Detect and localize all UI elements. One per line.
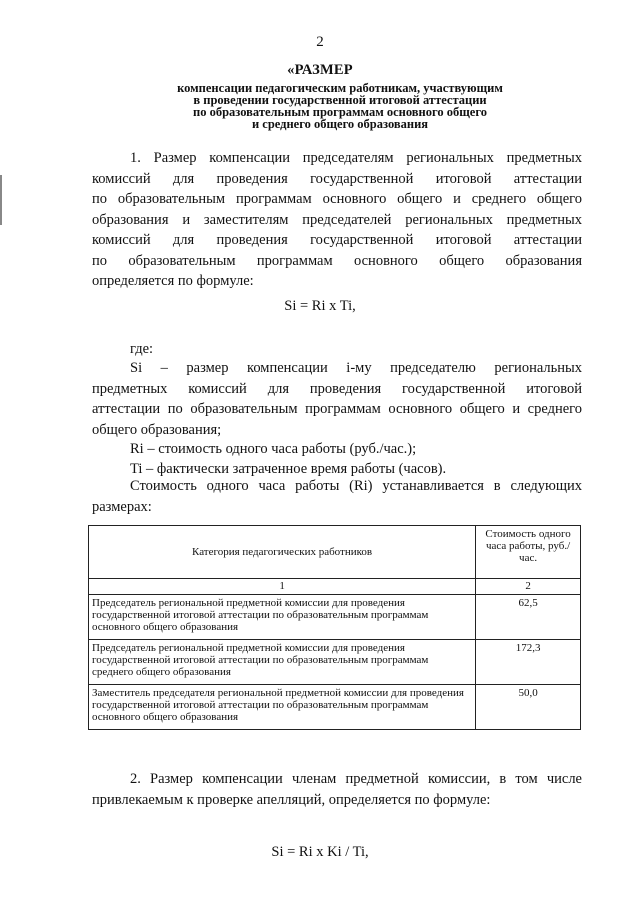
paragraph-line: комиссий для проведения государственной итоговой аттестации bbox=[92, 170, 582, 187]
document-subtitle bbox=[120, 82, 560, 130]
subtitle-line: по образовательным программам основного общего bbox=[193, 105, 487, 119]
paragraph-line: комиссий для проведения государственной итоговой аттестации bbox=[92, 232, 582, 248]
column-number-1: 1 bbox=[89, 579, 476, 595]
formula-2: Si = Ri x Ki / Ti, bbox=[271, 844, 369, 860]
compensation-table bbox=[88, 525, 581, 730]
row-category: Председатель региональной предметной комиссии для проведения государственной итоговой аттестации по образовательным программам среднего общего образования bbox=[89, 640, 476, 685]
paragraph-line: по образовательным программам основного общего образования bbox=[92, 252, 582, 269]
formula-1: Si = Ri x Ti, bbox=[284, 298, 356, 314]
document-title: «РАЗМЕР bbox=[287, 62, 353, 78]
paragraph-line: 1. Размер компенсации председателям региональных предметных bbox=[130, 150, 582, 166]
paragraph-1 bbox=[92, 148, 582, 292]
paragraph-line: 2. Размер компенсации членам предметной комиссии, в том числе bbox=[130, 771, 582, 787]
definition-line: аттестации по образовательным программам основного общего и среднего bbox=[92, 401, 582, 417]
row-category: Заместитель председателя региональной предметной комиссии для проведения государственной итоговой аттестации по образовательным программам основного общего образования bbox=[89, 685, 476, 730]
table-numbering-row bbox=[89, 579, 581, 595]
subtitle-line: в проведении государственной итоговой аттестации bbox=[193, 93, 487, 107]
scan-edge-mark bbox=[0, 175, 2, 225]
paragraph-line: привлекаемым к проверке апелляций, определяется по формуле: bbox=[92, 791, 491, 808]
row-cost: 172,3 bbox=[476, 640, 581, 685]
table-row bbox=[89, 595, 581, 640]
table-row bbox=[89, 640, 581, 685]
ri-definition: Ri – стоимость одного часа работы (руб./час.); bbox=[130, 441, 417, 457]
definition-line: предметных комиссий для проведения государственной итоговой bbox=[92, 380, 582, 397]
intro-line: размерах: bbox=[92, 498, 152, 515]
where-label: где: bbox=[130, 341, 154, 357]
row-cost: 62,5 bbox=[476, 595, 581, 640]
subtitle-line: и среднего общего образования bbox=[251, 117, 429, 131]
paragraph-line: образования и заместителям председателей региональных предметных bbox=[92, 211, 582, 228]
header-cost: Стоимость одного часа работы, руб./час. bbox=[476, 526, 581, 579]
table-row bbox=[89, 685, 581, 730]
row-category: Председатель региональной предметной комиссии для проведения государственной итоговой аттестации по образовательным программам основного общего образования bbox=[89, 595, 476, 640]
table-header-row bbox=[89, 526, 581, 579]
cost-intro bbox=[92, 476, 582, 517]
definition-line: Si – размер компенсации i-му председателю региональных bbox=[130, 360, 582, 376]
column-number-2: 2 bbox=[476, 579, 581, 595]
row-cost: 50,0 bbox=[476, 685, 581, 730]
paragraph-line: по образовательным программам основного общего и среднего общего bbox=[92, 191, 582, 207]
si-definition bbox=[92, 358, 582, 440]
paragraph-2 bbox=[92, 769, 582, 810]
ti-definition: Ti – фактически затраченное время работы (часов). bbox=[130, 461, 447, 477]
header-category: Категория педагогических работников bbox=[89, 526, 476, 579]
subtitle-line: компенсации педагогическим работникам, участвующим bbox=[177, 81, 503, 95]
definition-line: общего образования; bbox=[92, 421, 222, 438]
paragraph-line: определяется по формуле: bbox=[92, 273, 254, 289]
intro-line: Стоимость одного часа работы (Ri) устанавливается в следующих bbox=[130, 478, 582, 494]
page-number: 2 bbox=[316, 34, 324, 50]
